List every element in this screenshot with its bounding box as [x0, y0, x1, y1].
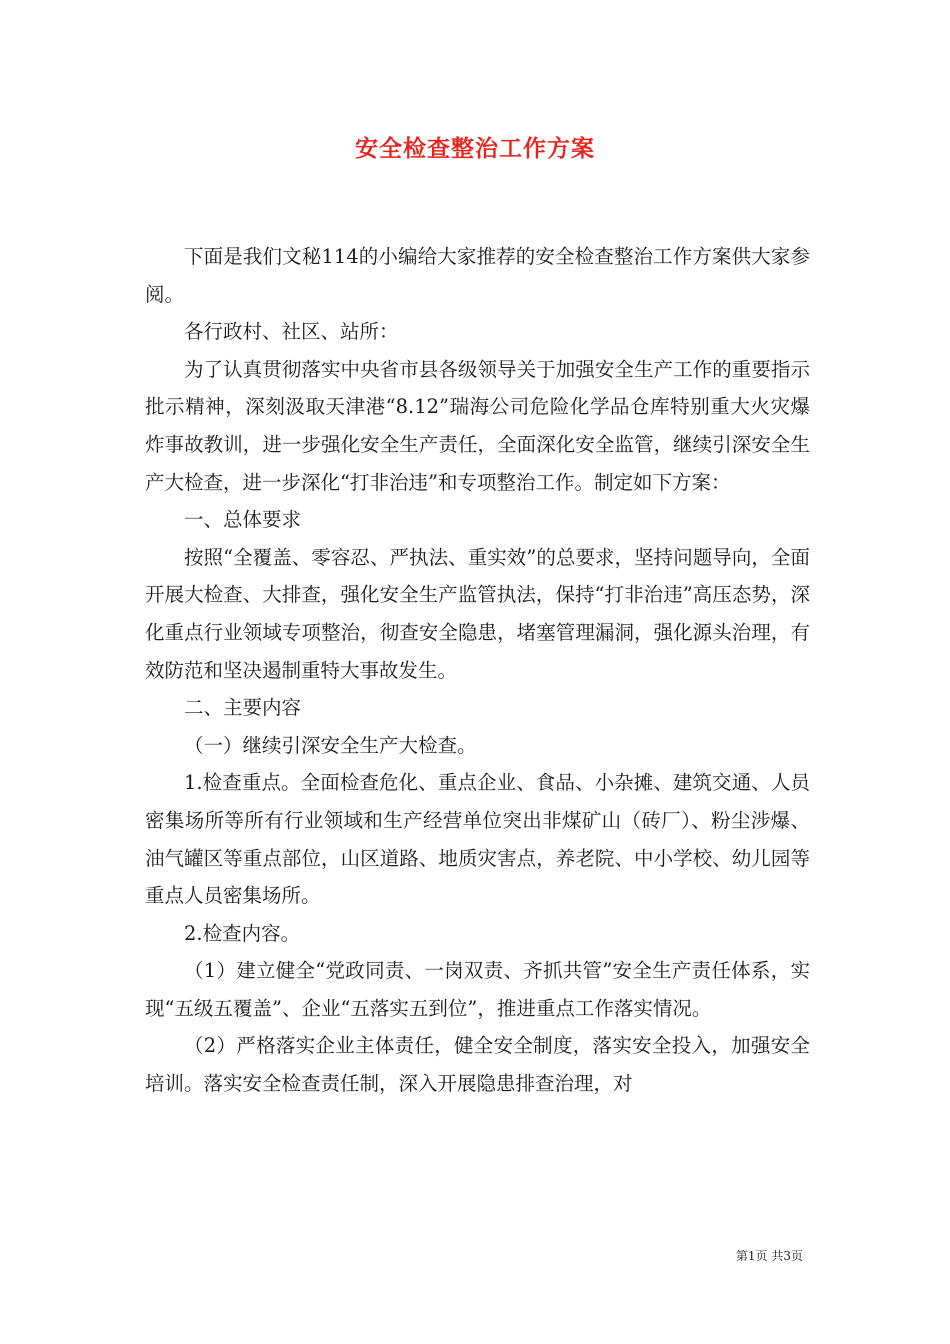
- paragraph-salutation: 各行政村、社区、站所：: [184, 320, 399, 344]
- page-number: 第1页 共3页: [735, 1249, 803, 1263]
- paragraph-inspection-focus: 1.检查重点。全面检查危化、重点企业、食品、小杂摊、建筑交通、人员密集场所等所有行业领域和生产经营单位突出非煤矿山（砖厂）、粉尘涉爆、油气罐区等重点部位，山区道路、地质灾害点，养老院、中小学校、幼儿园等重点人员密集场所。: [145, 771, 810, 908]
- heading-main-content: 二、主要内容: [184, 696, 302, 720]
- paragraph-item-1: （1）建立健全“党政同责、一岗双责、齐抓共管”安全生产责任体系，实现“五级五覆盖”、企业“五落实五到位”，推进重点工作落实情况。: [145, 959, 810, 1020]
- document-title: 安全检查整治工作方案: [355, 135, 595, 162]
- paragraph-item-2: （2）严格落实企业主体责任，健全安全制度，落实安全投入，加强安全培训。落实安全检查责任制，深入开展隐患排查治理，对: [145, 1034, 810, 1096]
- paragraph-general-requirements: 按照“全覆盖、零容忍、严执法、重实效”的总要求，坚持问题导向，全面开展大检查、大排查，强化安全生产监管执法，保持“打非治违”高压态势，深化重点行业领域专项整治，彻查安全隐患，堵塞管理漏洞，强化源头治理，有效防范和坚决遏制重特大事故发生。: [145, 545, 810, 682]
- subheading-inspection: （一）继续引深安全生产大检查。: [184, 733, 477, 757]
- paragraph-intro: 下面是我们文秘114的小编给大家推荐的安全检查整治工作方案供大家参阅。: [145, 245, 810, 306]
- paragraph-purpose: 为了认真贯彻落实中央省市县各级领导关于加强安全生产工作的重要指示批示精神，深刻汲取天津港“8.12”瑞海公司危险化学品仓库特别重大火灾爆炸事故教训，进一步强化安全生产责任，全面深化安全监管，继续引深安全生产大检查，进一步深化“打非治违”和专项整治工作。制定如下方案：: [145, 357, 810, 494]
- paragraph-inspection-content: 2.检查内容。: [184, 921, 301, 945]
- document-body: [145, 238, 810, 1103]
- heading-general-requirements: 一、总体要求: [184, 508, 302, 532]
